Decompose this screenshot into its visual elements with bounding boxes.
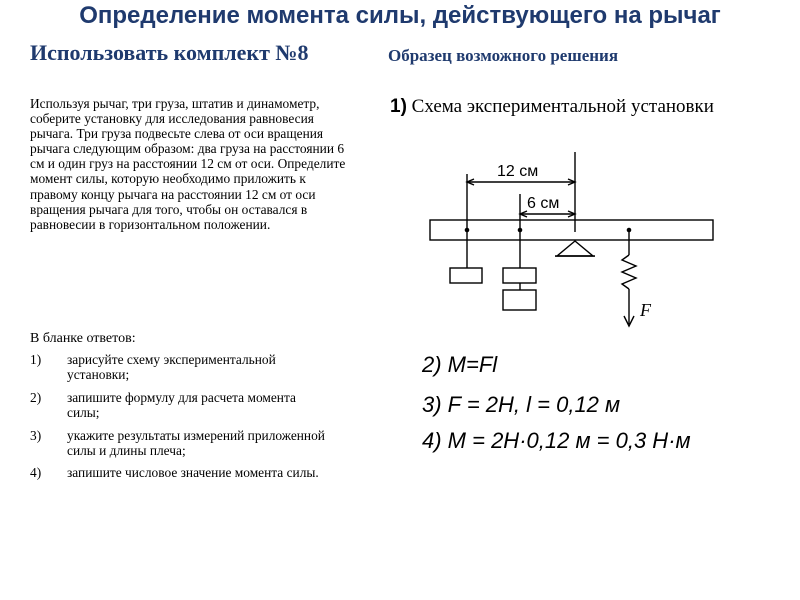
slide-title: Определение момента силы, действующего на рычаг: [79, 2, 721, 29]
dimension-6-label: 6 см: [527, 195, 560, 212]
item-number: 3): [30, 427, 42, 443]
kit-heading: Использовать комплект №8: [30, 40, 309, 65]
formula-measurements: 3) F = 2Н, l = 0,12 м: [422, 392, 621, 417]
weight-middle-bottom: [503, 290, 536, 310]
dimension-12-label: 12 см: [497, 163, 539, 180]
item-number: 4): [30, 465, 42, 481]
item-text: запишите формулу для расчета момента силы;: [67, 389, 296, 421]
solution-heading: Образец возможного решения: [388, 46, 619, 65]
weight-middle-top: [503, 268, 536, 283]
item-text: запишите числовое значение момента силы.: [67, 465, 319, 481]
weight-left: [450, 268, 482, 283]
answers-title: В бланке ответов:: [30, 331, 136, 346]
force-label: F: [640, 300, 651, 320]
task-text: Используя рычаг, три груза, штатив и динамометр, соберите установку для исследования равновесия рычага. Три груза подвесьте слева от оси вращения рычага следующим образом: два груза на расстоянии 6 см и один груз на расстоянии 12 см от оси. Определите момент силы, которую необходимо приложить к правому концу рычага на расстоянии 12 см от оси вращения рычага для того, чтобы он оставался в равновесии в горизонтальном положении.: [30, 96, 346, 232]
step1-text: Схема экспериментальной установки: [406, 96, 714, 117]
dynamometer-spring: [622, 255, 636, 289]
formula-result: 4) M = 2Н·0,12 м = 0,3 Н·м: [422, 428, 691, 453]
formula-moment: 2) M=Fl: [422, 352, 498, 377]
step1-number: 1): [390, 96, 407, 117]
item-number: 2): [30, 389, 42, 405]
item-text: зарисуйте схему экспериментальной установки;: [67, 352, 276, 383]
item-text: укажите результаты измерений приложенной силы и длины плеча;: [67, 427, 325, 459]
item-number: 1): [30, 352, 42, 367]
lever-beam: [430, 220, 713, 240]
pivot-triangle: [557, 241, 593, 256]
